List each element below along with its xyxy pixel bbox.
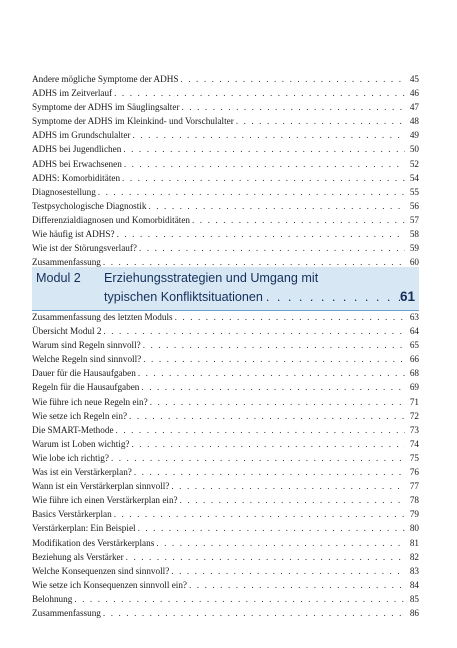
toc-entry[interactable]	[32, 241, 419, 255]
toc-entry[interactable]	[32, 465, 419, 479]
toc-entry[interactable]	[32, 185, 419, 199]
toc-entry-page: 47	[409, 102, 419, 113]
toc-entry-page: 74	[409, 438, 419, 449]
toc-entry[interactable]	[32, 564, 419, 578]
toc-section-2	[32, 310, 419, 620]
dot-leader	[98, 185, 405, 199]
toc-entry-page: 81	[409, 537, 419, 548]
toc-entry-page: 52	[409, 158, 419, 169]
toc-entry-page: 79	[409, 509, 419, 520]
toc-section-1	[32, 72, 419, 269]
toc-entry-label: Differenzialdiagnosen und Komorbiditäten	[32, 214, 191, 225]
toc-entry-label: Die SMART-Methode	[32, 424, 114, 435]
toc-entry[interactable]	[32, 310, 419, 324]
dot-leader	[171, 564, 405, 578]
dot-leader	[132, 437, 406, 451]
toc-entry-page: 75	[409, 452, 419, 463]
toc-entry-label: Wie ist der Störungsverlauf?	[32, 243, 138, 254]
toc-entry-page: 85	[409, 593, 419, 604]
toc-entry-page: 76	[409, 467, 419, 478]
toc-entry[interactable]	[32, 380, 419, 394]
dot-leader	[143, 338, 405, 352]
toc-entry-label: Wie setze ich Regeln ein?	[32, 410, 128, 421]
toc-entry-page: 50	[409, 144, 419, 155]
toc-entry[interactable]	[32, 72, 419, 86]
toc-entry[interactable]	[32, 199, 419, 213]
toc-entry[interactable]	[32, 352, 419, 366]
dot-leader	[126, 550, 405, 564]
toc-entry-page: 72	[409, 410, 419, 421]
toc-entry-page: 82	[409, 551, 419, 562]
toc-entry-label: Beziehung als Verstärker	[32, 551, 124, 562]
toc-entry[interactable]	[32, 114, 419, 128]
toc-entry-label: Wann ist ein Verstärkerplan sinnvoll?	[32, 481, 170, 492]
toc-entry-page: 78	[409, 495, 419, 506]
module-title-text-2: typischen Konfliktsituationen	[104, 290, 263, 304]
toc-entry-page: 69	[409, 382, 419, 393]
dot-leader	[182, 100, 405, 114]
dot-leader	[103, 606, 405, 620]
toc-entry[interactable]	[32, 536, 419, 550]
module-number: Modul 2	[36, 271, 81, 285]
toc-entry-label: ADHS bei Erwachsenen	[32, 158, 122, 169]
toc-entry-page: 65	[409, 340, 419, 351]
toc-entry-page: 84	[409, 579, 419, 590]
toc-entry-page: 57	[409, 214, 419, 225]
dot-leader	[117, 227, 405, 241]
module-title-line1	[36, 271, 318, 285]
dot-leader	[138, 521, 405, 535]
toc-entry-page: 55	[409, 186, 419, 197]
toc-entry-label: Wie häufig ist ADHS?	[32, 229, 115, 240]
toc-entry-label: ADHS im Zeitverlauf	[32, 88, 113, 99]
toc-entry-label: Zusammenfassung	[32, 607, 101, 618]
dot-leader	[180, 72, 405, 86]
dot-leader	[156, 536, 405, 550]
toc-entry-label: Symptome der ADHS im Säuglingsalter	[32, 102, 180, 113]
toc-entry-page: 64	[409, 326, 419, 337]
toc-entry-label: Andere mögliche Symptome der ADHS	[32, 74, 179, 84]
toc-entry[interactable]	[32, 171, 419, 185]
toc-entry[interactable]	[32, 366, 419, 380]
toc-entry-label: Dauer für die Hausaufgaben	[32, 368, 136, 379]
toc-entry-page: 59	[409, 243, 419, 254]
toc-entry-label: Verstärkerplan: Ein Beispiel	[32, 523, 136, 534]
dot-leader	[116, 423, 405, 437]
module-page: 61	[399, 289, 415, 304]
module-title-line2	[104, 289, 415, 304]
toc-entry[interactable]	[32, 86, 419, 100]
toc-entry[interactable]	[32, 100, 419, 114]
toc-entry-page: 73	[409, 424, 419, 435]
toc-entry-label: Belohnung	[32, 593, 73, 604]
dot-leader	[123, 142, 405, 156]
dot-leader	[74, 592, 405, 606]
toc-entry-page: 71	[409, 396, 419, 407]
toc-entry-label: ADHS bei Jugendlichen	[32, 144, 122, 155]
toc-entry-label: Symptome der ADHS im Kleinkind- und Vorschulalter	[32, 116, 234, 127]
toc-entry-page: 86	[409, 607, 419, 618]
dot-leader	[141, 380, 405, 394]
toc-entry-label: ADHS im Grundschulalter	[32, 130, 131, 141]
dot-leader	[111, 451, 405, 465]
toc-entry-page: 66	[409, 354, 419, 365]
toc-entry[interactable]	[32, 578, 419, 592]
toc-entry-label: Übersicht Modul 2	[32, 326, 102, 337]
toc-entry-page: 68	[409, 368, 419, 379]
toc-entry[interactable]	[32, 479, 419, 493]
dot-leader	[192, 213, 405, 227]
toc-entry-label: Wie führe ich neue Regeln ein?	[32, 396, 148, 407]
toc-entry-label: Wie lobe ich richtig?	[32, 452, 109, 463]
toc-entry[interactable]	[32, 451, 419, 465]
toc-entry-page: 58	[409, 229, 419, 240]
dot-leader	[133, 128, 406, 142]
toc-entry-label: Wie führe ich einen Verstärkerplan ein?	[32, 495, 178, 506]
toc-entry[interactable]	[32, 227, 419, 241]
toc-entry-page: 49	[409, 130, 419, 141]
dot-leader	[134, 465, 405, 479]
toc-entry-label: Basics Verstärkerplan	[32, 509, 112, 520]
dot-leader	[180, 493, 405, 507]
toc-entry-label: Wie setze ich Konsequenzen sinnvoll ein?	[32, 579, 187, 590]
dot-leader	[138, 366, 405, 380]
toc-entry-label: Zusammenfassung des letzten Moduls	[32, 312, 173, 322]
toc-entry[interactable]	[32, 338, 419, 352]
toc-entry[interactable]	[32, 507, 419, 521]
toc-entry-label: Warum sind Regeln sinnvoll?	[32, 340, 141, 351]
toc-entry-page: 77	[409, 481, 419, 492]
toc-entry[interactable]	[32, 550, 419, 564]
dot-leader	[148, 199, 405, 213]
toc-entry-label: Regeln für die Hausaufgaben	[32, 382, 140, 393]
toc-entry[interactable]	[32, 395, 419, 409]
dot-leader	[143, 352, 405, 366]
module-title-text-1: Erziehungsstrategien und Umgang mit	[104, 271, 319, 285]
toc-entry-label: Was ist ein Verstärkerplan?	[32, 467, 132, 478]
dot-leader	[236, 114, 405, 128]
toc-entry-label: ADHS: Komorbiditäten	[32, 172, 121, 183]
toc-entry-page: 80	[409, 523, 419, 534]
toc-entry[interactable]	[32, 213, 419, 227]
dot-leader	[114, 86, 405, 100]
toc-entry[interactable]	[32, 142, 419, 156]
toc-entry-page: 48	[409, 116, 419, 127]
dot-leader	[122, 171, 405, 185]
toc-entry-label: Warum ist Loben wichtig?	[32, 438, 130, 449]
toc-entry[interactable]	[32, 128, 419, 142]
toc-entry-label: Modifikation des Verstärkerplans	[32, 537, 155, 548]
toc-entry-label: Welche Regeln sind sinnvoll?	[32, 354, 142, 365]
dot-leader	[129, 409, 405, 423]
toc-entry[interactable]	[32, 493, 419, 507]
toc-entry-label: Welche Konsequenzen sind sinnvoll?	[32, 565, 170, 576]
toc-entry[interactable]	[32, 423, 419, 437]
toc-entry[interactable]	[32, 409, 419, 423]
dot-leader	[189, 578, 405, 592]
dot-leader	[124, 157, 405, 171]
toc-entry[interactable]	[32, 324, 419, 338]
dot-leader	[139, 241, 405, 255]
toc-entry-label: Diagnosestellung	[32, 186, 96, 197]
dot-leader	[150, 395, 405, 409]
toc-entry-page: 83	[409, 565, 419, 576]
toc-entry-page: 45	[409, 74, 419, 84]
toc-entry-page: 56	[409, 200, 419, 211]
dot-leader	[263, 290, 400, 304]
dot-leader	[175, 310, 405, 324]
toc-entry[interactable]	[32, 437, 419, 451]
toc-entry-page: 63	[409, 312, 419, 322]
toc-entry-label: Testpsychologische Diagnostik	[32, 200, 147, 211]
toc-entry-page: 46	[409, 88, 419, 99]
toc-entry[interactable]	[32, 606, 419, 620]
dot-leader	[103, 324, 405, 338]
toc-entry[interactable]	[32, 592, 419, 606]
module-header[interactable]	[32, 267, 419, 311]
toc-entry[interactable]	[32, 157, 419, 171]
dot-leader	[171, 479, 405, 493]
dot-leader	[114, 507, 405, 521]
toc-entry-page: 60	[409, 257, 419, 268]
toc-entry[interactable]	[32, 521, 419, 535]
toc-entry-label: Zusammenfassung	[32, 257, 101, 268]
toc-entry-page: 54	[409, 172, 419, 183]
